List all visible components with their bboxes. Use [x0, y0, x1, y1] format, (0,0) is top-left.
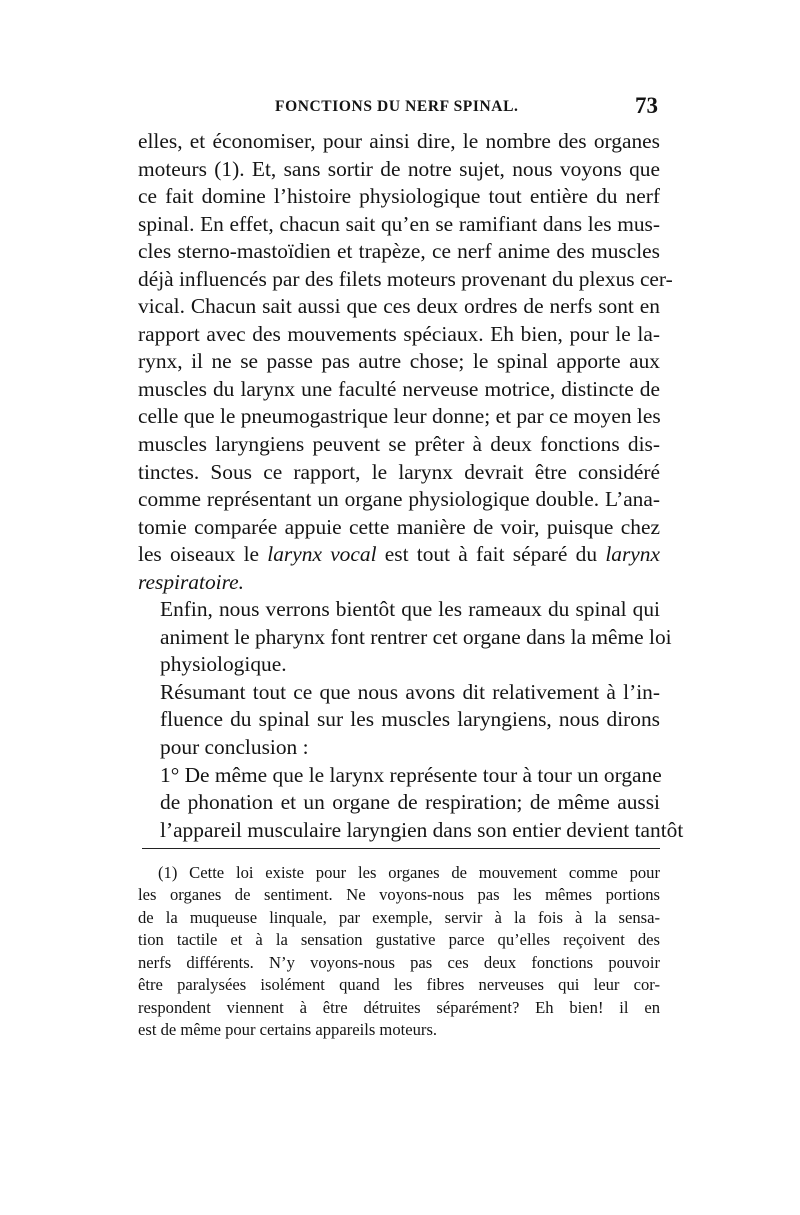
italic-term-larynx-vocal: larynx vocal: [267, 542, 377, 567]
footnote-line: tion tactile et à la sensation gustative parce qu’elles reçoivent des: [138, 930, 660, 950]
text-line: 1° De même que le larynx représente tour à tour un organe: [160, 762, 662, 787]
text-line: tomie comparée appuie cette manière de voir, puisque chez: [138, 514, 660, 539]
text-line: rapport avec des mouvements spéciaux. Eh bien, pour le la-: [138, 321, 660, 346]
footnote-divider: [142, 848, 660, 849]
text-run: les oiseaux le: [138, 542, 268, 567]
footnote-line: être paralysées isolément quand les fibres nerveuses qui leur cor-: [138, 975, 660, 995]
running-head-title: FONCTIONS DU NERF SPINAL.: [275, 98, 519, 115]
text-line: Enfin, nous verrons bientôt que les rameaux du spinal qui: [160, 597, 660, 622]
text-line: celle que le pneumogastrique leur donne; et par ce moyen les: [138, 404, 661, 429]
text-line: pour conclusion :: [160, 735, 309, 760]
footnote: [138, 862, 660, 1042]
footnote-line: est de même pour certains appareils moteurs.: [138, 1020, 438, 1040]
footnote-line: de la muqueuse linquale, par exemple, servir à la fois à la sensa-: [138, 907, 660, 927]
text-line: ce fait domine l’histoire physiologique tout entière du nerf: [138, 184, 660, 209]
footnote-line: nerfs différents. N’y voyons-nous pas ces deux fonctions pouvoir: [138, 952, 660, 972]
body-text: [138, 128, 684, 844]
page-number: 73: [635, 93, 658, 118]
text-line: de phonation et un organe de respiration; de même aussi: [160, 790, 660, 815]
italic-term-respiratoire: respiratoire.: [138, 569, 244, 594]
text-line: [138, 541, 660, 569]
paragraph-3: [138, 679, 660, 762]
paragraph-1: [138, 128, 673, 596]
paragraph-2: [138, 596, 672, 679]
running-head: [140, 93, 660, 122]
text-line: animent le pharynx font rentrer cet organe dans la même loi: [160, 624, 672, 649]
text-line: muscles du larynx une faculté nerveuse motrice, distincte de: [138, 376, 660, 401]
text-line: moteurs (1). Et, sans sortir de notre sujet, nous voyons que: [138, 156, 660, 181]
italic-term-larynx: larynx: [605, 542, 660, 567]
text-line: déjà influencés par des filets moteurs provenant du plexus cer-: [138, 266, 673, 291]
text-line: vical. Chacun sait aussi que ces deux ordres de nerfs sont en: [138, 294, 660, 319]
text-line: tinctes. Sous ce rapport, le larynx devrait être considéré: [138, 459, 660, 484]
text-line: physiologique.: [160, 652, 287, 677]
text-line: rynx, il ne se passe pas autre chose; le spinal apporte aux: [138, 349, 660, 374]
paragraph-4: [138, 762, 684, 845]
footnote-line: respondent viennent à être détruites séparément? Eh bien! il en: [138, 997, 660, 1017]
text-line: cles sterno-mastoïdien et trapèze, ce nerf anime des muscles: [138, 239, 660, 264]
footnote-line: (1) Cette loi existe pour les organes de mouvement comme pour: [158, 863, 660, 882]
text-line: elles, et économiser, pour ainsi dire, le nombre des organes: [138, 129, 660, 153]
text-line: spinal. En effet, chacun sait qu’en se ramifiant dans les mus-: [138, 211, 660, 236]
text-line: l’appareil musculaire laryngien dans son entier devient tantôt: [160, 817, 684, 842]
footnote-line: les organes de sentiment. Ne voyons-nous pas les mêmes portions: [138, 885, 660, 905]
text-line: muscles laryngiens peuvent se prêter à deux fonctions dis-: [138, 432, 660, 457]
text-line: Résumant tout ce que nous avons dit relativement à l’in-: [160, 679, 660, 704]
text-run: est tout à fait séparé du: [376, 542, 606, 567]
text-line: fluence du spinal sur les muscles laryngiens, nous dirons: [160, 707, 660, 732]
text-line: comme représentant un organe physiologique double. L’ana-: [138, 487, 660, 512]
